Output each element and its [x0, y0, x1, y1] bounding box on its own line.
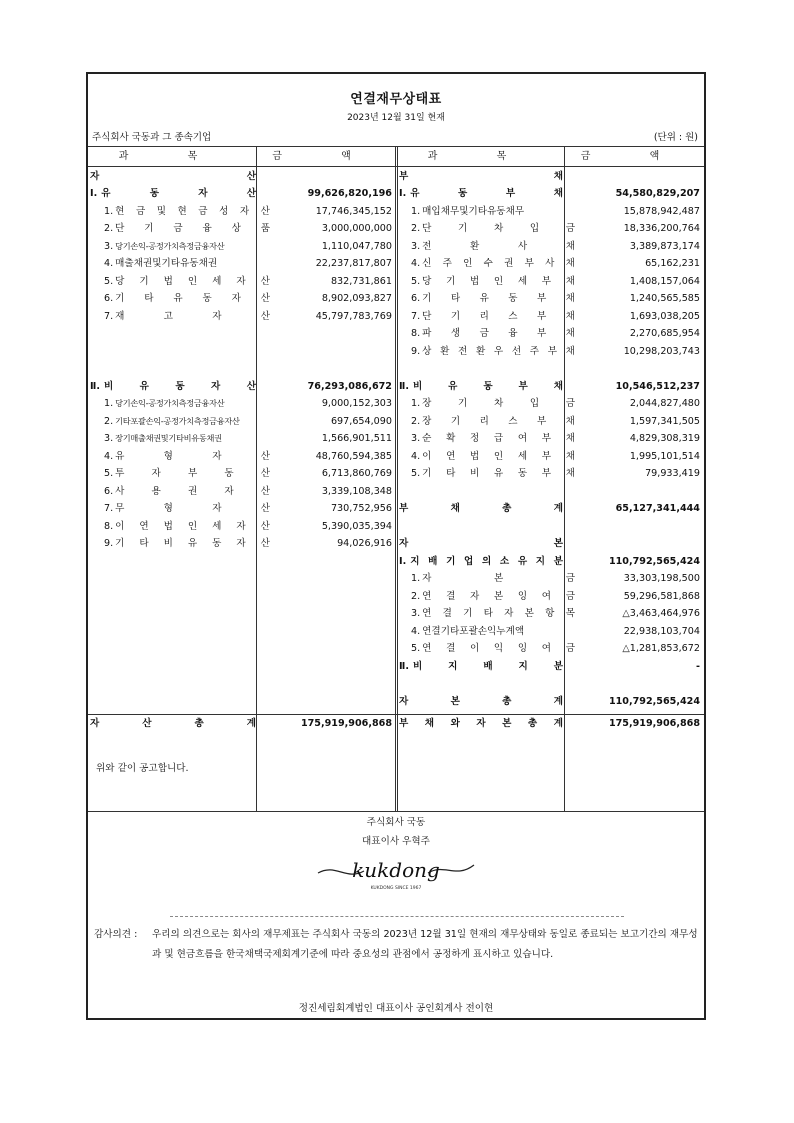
current-assets-amount: 99,626,820,196: [307, 188, 392, 199]
asset-row-number: 2.: [104, 415, 114, 427]
liability-row-label: 단 기 리 스 부 채: [422, 310, 575, 322]
liabilities-heading: [399, 168, 563, 186]
noncurrent-liabilities-amount: 10,546,512,237: [615, 380, 700, 392]
asset-row-label: 기 타 유 동 자 산: [115, 293, 270, 304]
equity-row-amount: 33,303,198,500: [623, 573, 700, 584]
col-header-account-left: 과 목: [118, 151, 226, 162]
asset-row-label: 이 연 법 인 세 자 산: [115, 520, 270, 532]
signer-ceo: 대표이사 우혁주: [362, 836, 430, 847]
liability-row-number: 1.: [411, 398, 421, 409]
owners-equity-amount: 110,792,565,424: [608, 555, 700, 567]
asset-row-label: 기타포괄손익-공정가치측정금융자산: [115, 415, 240, 426]
liability-row: [399, 255, 575, 273]
liability-row-label: 전 환 사 채: [422, 240, 575, 252]
asset-row-number: 5.: [104, 468, 114, 479]
asset-row-label: 사 용 권 자 산: [115, 485, 270, 497]
equity-row: [399, 623, 575, 641]
asset-row-label: 장기매출채권및기타비유동채권: [115, 433, 222, 443]
asset-row-label: 매출채권및기타유동채권: [115, 258, 218, 269]
equity-row-amount: △1,281,853,672: [622, 643, 700, 654]
signer-company: 주식회사 국동: [366, 817, 426, 828]
asset-row: [90, 395, 270, 413]
liability-row-number: 4.: [411, 258, 421, 269]
current-assets-label: 유 동 자 산: [101, 188, 256, 199]
kukdong-signature-logo: [316, 851, 476, 897]
asset-row-number: 3.: [104, 433, 114, 444]
liability-row-label: 파 생 금 융 부 채: [422, 328, 575, 339]
liability-row: [399, 203, 575, 221]
noncurrent-assets-number: Ⅱ.: [90, 380, 100, 392]
unit-label: (단위 : 원): [653, 132, 698, 143]
liability-row-number: 2.: [411, 415, 421, 427]
liability-row-amount: 3,389,873,174: [629, 240, 700, 252]
equity-row: [399, 640, 575, 658]
liability-row: [399, 220, 575, 238]
asset-row-label: 무 형 자 산: [115, 503, 270, 514]
asset-row: [90, 535, 270, 553]
noncurrent-assets: [90, 378, 256, 396]
total-assets-amount: 175,919,906,868: [300, 718, 392, 730]
total-liabilities-and-equity: [399, 715, 563, 733]
asset-row-amount: 8,902,093,827: [321, 293, 392, 304]
asset-row-amount: 94,026,916: [337, 538, 392, 549]
liability-row-number: 5.: [411, 275, 421, 287]
asset-row-number: 1.: [104, 205, 114, 217]
asset-row-label: 유 형 자 산: [115, 450, 270, 462]
logo-subtext: KUKDONG SINCE 1967: [370, 886, 422, 891]
liabilities-heading-char: 부: [399, 170, 409, 182]
non-controlling-interest-label: 비 지 배 지 분: [412, 660, 563, 672]
liability-row-amount: 10,298,203,743: [623, 345, 700, 357]
balance-sheet-table: [88, 146, 704, 812]
asset-row-number: 6.: [104, 293, 114, 304]
total-equity-amount: 110,792,565,424: [608, 695, 700, 707]
liability-row: [399, 465, 575, 483]
liability-row-label: 순 확 정 급 여 부 채: [422, 433, 575, 444]
equity-row: [399, 588, 575, 606]
statement-title: 연결재무상태표: [350, 92, 442, 107]
asset-row: [90, 465, 270, 483]
liability-row-amount: 65,162,231: [645, 258, 700, 269]
liabilities-heading-char: 채: [553, 170, 563, 182]
liability-row-number: 1.: [411, 205, 421, 217]
assets-heading-char: 자: [90, 170, 100, 182]
asset-row-number: 5.: [104, 275, 114, 287]
liability-row-label: 당 기 법 인 세 부 채: [422, 275, 575, 287]
current-assets: [90, 185, 256, 203]
total-liabilities-label: 부 채 총 계: [399, 503, 563, 514]
asset-row: [90, 308, 270, 326]
liability-row: [399, 273, 575, 291]
asset-row-number: 4.: [104, 258, 114, 269]
total-assets-label: 자 산 총 계: [90, 718, 256, 730]
liability-row-amount: 1,693,038,205: [629, 310, 700, 322]
asset-row-label: 당 기 법 인 세 자 산: [115, 275, 270, 287]
asset-row-amount: 48,760,594,385: [315, 450, 392, 462]
total-liabilities-and-equity-amount: 175,919,906,868: [608, 718, 700, 730]
auditor-signature: 정진세림회계법인 대표이사 공인회계사 전이현: [298, 1003, 494, 1014]
current-liabilities: [399, 185, 563, 203]
asset-row: [90, 220, 270, 238]
liability-row: [399, 238, 575, 256]
asset-row-label: 투 자 부 동 산: [115, 468, 270, 479]
total-assets: [90, 715, 256, 733]
non-controlling-interest: [399, 658, 563, 676]
liability-row-amount: 1,995,101,514: [629, 450, 700, 462]
asset-row: [90, 290, 270, 308]
assets-heading: [90, 168, 256, 186]
liability-row-label: 신 주 인 수 권 부 사 채: [422, 258, 575, 269]
audit-opinion-text: 우리의 의견으로는 회사의 재무제표는 주식회사 국동의 2023년 12월 31일 현재의 재무상태와 동일로 종료되는 보고기간의 재무성과 및 현금흐름을 한국채택국제회계기준에 따라 중요성의 관점에서 공정하게 표시하고 있습니다.: [152, 929, 698, 960]
equity-row-amount: △3,463,464,976: [622, 608, 700, 619]
liability-row-label: 상 환 전 환 우 선 주 부 채: [422, 345, 575, 357]
equity-row-number: 4.: [411, 625, 421, 637]
equity-row-label: 연 결 자 본 잉 여 금: [422, 590, 575, 602]
equity-heading-char: 본: [553, 538, 563, 549]
audit-opinion-label: 감사의견 :: [94, 929, 138, 940]
liability-row-number: 9.: [411, 345, 421, 357]
liability-row-number: 3.: [411, 433, 421, 444]
asset-row-amount: 6,713,860,769: [321, 468, 392, 479]
asset-row-amount: 22,237,817,807: [315, 258, 392, 269]
liability-row-label: 장 기 차 입 금: [422, 398, 575, 409]
liability-row: [399, 343, 575, 361]
assets-heading-char: 산: [246, 170, 256, 182]
liability-row-number: 4.: [411, 450, 421, 462]
liability-row-amount: 2,044,827,480: [629, 398, 700, 409]
asset-row: [90, 518, 270, 536]
asset-row-number: 2.: [104, 223, 114, 234]
asset-row-label: 재 고 자 산: [115, 310, 270, 322]
equity-row-number: 5.: [411, 643, 421, 654]
total-liabilities-and-equity-label: 부 채 와 자 본 총 계: [399, 718, 563, 730]
equity-heading-char: 자: [399, 538, 409, 549]
liability-row-label: 이 연 법 인 세 부 채: [422, 450, 575, 462]
noncurrent-liabilities-number: Ⅱ.: [399, 380, 409, 392]
noncurrent-assets-label: 비 유 동 자 산: [103, 380, 256, 392]
current-liabilities-label: 유 동 부 채: [410, 188, 563, 199]
liability-row-amount: 2,270,685,954: [629, 328, 700, 339]
liability-row: [399, 290, 575, 308]
liability-row-number: 2.: [411, 223, 421, 234]
company-name: 주식회사 국동과 그 종속기업: [92, 132, 212, 143]
total-equity-label: 자 본 총 계: [399, 695, 563, 707]
liability-row-number: 5.: [411, 468, 421, 479]
liability-row-label: 기 타 유 동 부 채: [422, 293, 575, 304]
liability-row-label: 매입채무및기타유동채무: [422, 205, 525, 217]
asset-row-number: 8.: [104, 520, 114, 532]
asset-row-number: 6.: [104, 485, 114, 497]
liability-row-number: 6.: [411, 293, 421, 304]
noncurrent-assets-amount: 76,293,086,672: [307, 380, 392, 392]
col-header-amount-right: 금 액: [580, 151, 688, 162]
asset-row-number: 9.: [104, 538, 114, 549]
liability-row-number: 7.: [411, 310, 421, 322]
liability-row: [399, 448, 575, 466]
liability-row: [399, 395, 575, 413]
total-equity: [399, 693, 563, 711]
liability-row: [399, 430, 575, 448]
asset-row-amount: 17,746,345,152: [315, 205, 392, 217]
equity-row-amount: 59,296,581,868: [623, 590, 700, 602]
non-controlling-interest-number: Ⅱ.: [399, 660, 409, 672]
asset-row: [90, 255, 270, 273]
liability-row: [399, 308, 575, 326]
asset-row-label: 당기손익-공정가치측정금융자산: [115, 398, 225, 408]
asset-row-number: 1.: [104, 398, 114, 409]
non-controlling-interest-amount: -: [696, 660, 700, 672]
col-header-account-right: 과 목: [427, 151, 535, 162]
liability-row-label: 단 기 차 입 금: [422, 223, 575, 234]
asset-row-number: 3.: [104, 240, 114, 252]
asset-row: [90, 448, 270, 466]
equity-heading: [399, 535, 563, 553]
asset-row-number: 7.: [104, 503, 114, 514]
liability-row-amount: 18,336,200,764: [623, 223, 700, 234]
asset-row-number: 4.: [104, 450, 114, 462]
liability-row-number: 3.: [411, 240, 421, 252]
asset-row-amount: 5,390,035,394: [321, 520, 392, 532]
liability-row-amount: 1,240,565,585: [629, 293, 700, 304]
asset-row-label: 기 타 비 유 동 자 산: [115, 538, 270, 549]
current-liabilities-amount: 54,580,829,207: [615, 188, 700, 199]
current-assets-number: Ⅰ.: [90, 188, 98, 199]
equity-row-label: 연결기타포괄손익누계액: [422, 625, 525, 637]
asset-row: [90, 500, 270, 518]
asset-row-amount: 1,566,901,511: [321, 433, 392, 444]
asset-row-amount: 9,000,152,303: [321, 398, 392, 409]
liability-row-amount: 1,597,341,505: [629, 415, 700, 427]
liability-row: [399, 413, 575, 431]
asset-row-amount: 697,654,090: [330, 415, 392, 427]
liability-row-amount: 1,408,157,064: [629, 275, 700, 287]
owners-equity-number: Ⅰ.: [399, 555, 407, 567]
equity-row-label: 자 본 금: [422, 573, 575, 584]
noncurrent-liabilities-label: 비 유 동 부 채: [412, 380, 563, 392]
equity-row-number: 1.: [411, 573, 421, 584]
equity-row-amount: 22,938,103,704: [623, 625, 700, 637]
liability-row-number: 8.: [411, 328, 421, 339]
liability-row: [399, 325, 575, 343]
logo-wordmark: kukdong: [352, 858, 440, 882]
liability-row-amount: 4,829,308,319: [629, 433, 700, 444]
col-header-amount-left: 금 액: [272, 151, 379, 162]
asset-row-amount: 1,110,047,780: [321, 240, 392, 252]
liability-row-label: 기 타 비 유 동 부 채: [422, 468, 575, 479]
dashed-divider: [170, 916, 624, 917]
liability-row-amount: 15,878,942,487: [623, 205, 700, 217]
owners-equity: [399, 553, 563, 571]
column-divider-double: [395, 147, 398, 811]
announcement-note: 위와 같이 공고합니다.: [96, 763, 189, 774]
equity-row: [399, 605, 575, 623]
equity-row-label: 연 결 이 익 잉 여 금: [422, 643, 575, 654]
total-liabilities: [399, 500, 563, 518]
statement-date: 2023년 12월 31일 현재: [347, 113, 445, 123]
asset-row-label: 단 기 금 융 상 품: [115, 223, 270, 234]
statement-frame: [86, 72, 706, 1020]
asset-row-amount: 832,731,861: [330, 275, 392, 287]
asset-row-amount: 3,000,000,000: [321, 223, 392, 234]
owners-equity-label: 지 배 기 업 의 소 유 지 분: [410, 555, 563, 567]
equity-row: [399, 570, 575, 588]
asset-row: [90, 430, 270, 448]
noncurrent-liabilities: [399, 378, 563, 396]
equity-row-number: 3.: [411, 608, 421, 619]
asset-row: [90, 483, 270, 501]
equity-row-number: 2.: [411, 590, 421, 602]
asset-row-amount: 730,752,956: [330, 503, 392, 514]
asset-row: [90, 413, 270, 431]
equity-row-label: 연 결 기 타 자 본 항 목: [422, 608, 575, 619]
asset-row: [90, 203, 270, 221]
liability-row-label: 장 기 리 스 부 채: [422, 415, 575, 427]
total-liabilities-amount: 65,127,341,444: [615, 503, 700, 514]
current-liabilities-number: Ⅰ.: [399, 188, 407, 199]
asset-row-amount: 45,797,783,769: [315, 310, 392, 322]
asset-row: [90, 273, 270, 291]
asset-row-label: 현 금 및 현 금 성 자 산: [115, 205, 270, 217]
asset-row-number: 7.: [104, 310, 114, 322]
total-row-divider: [88, 714, 704, 715]
asset-row: [90, 238, 270, 256]
liability-row-amount: 79,933,419: [645, 468, 700, 479]
asset-row-amount: 3,339,108,348: [321, 485, 392, 497]
asset-row-label: 당기손익-공정가치측정금융자산: [115, 240, 225, 251]
